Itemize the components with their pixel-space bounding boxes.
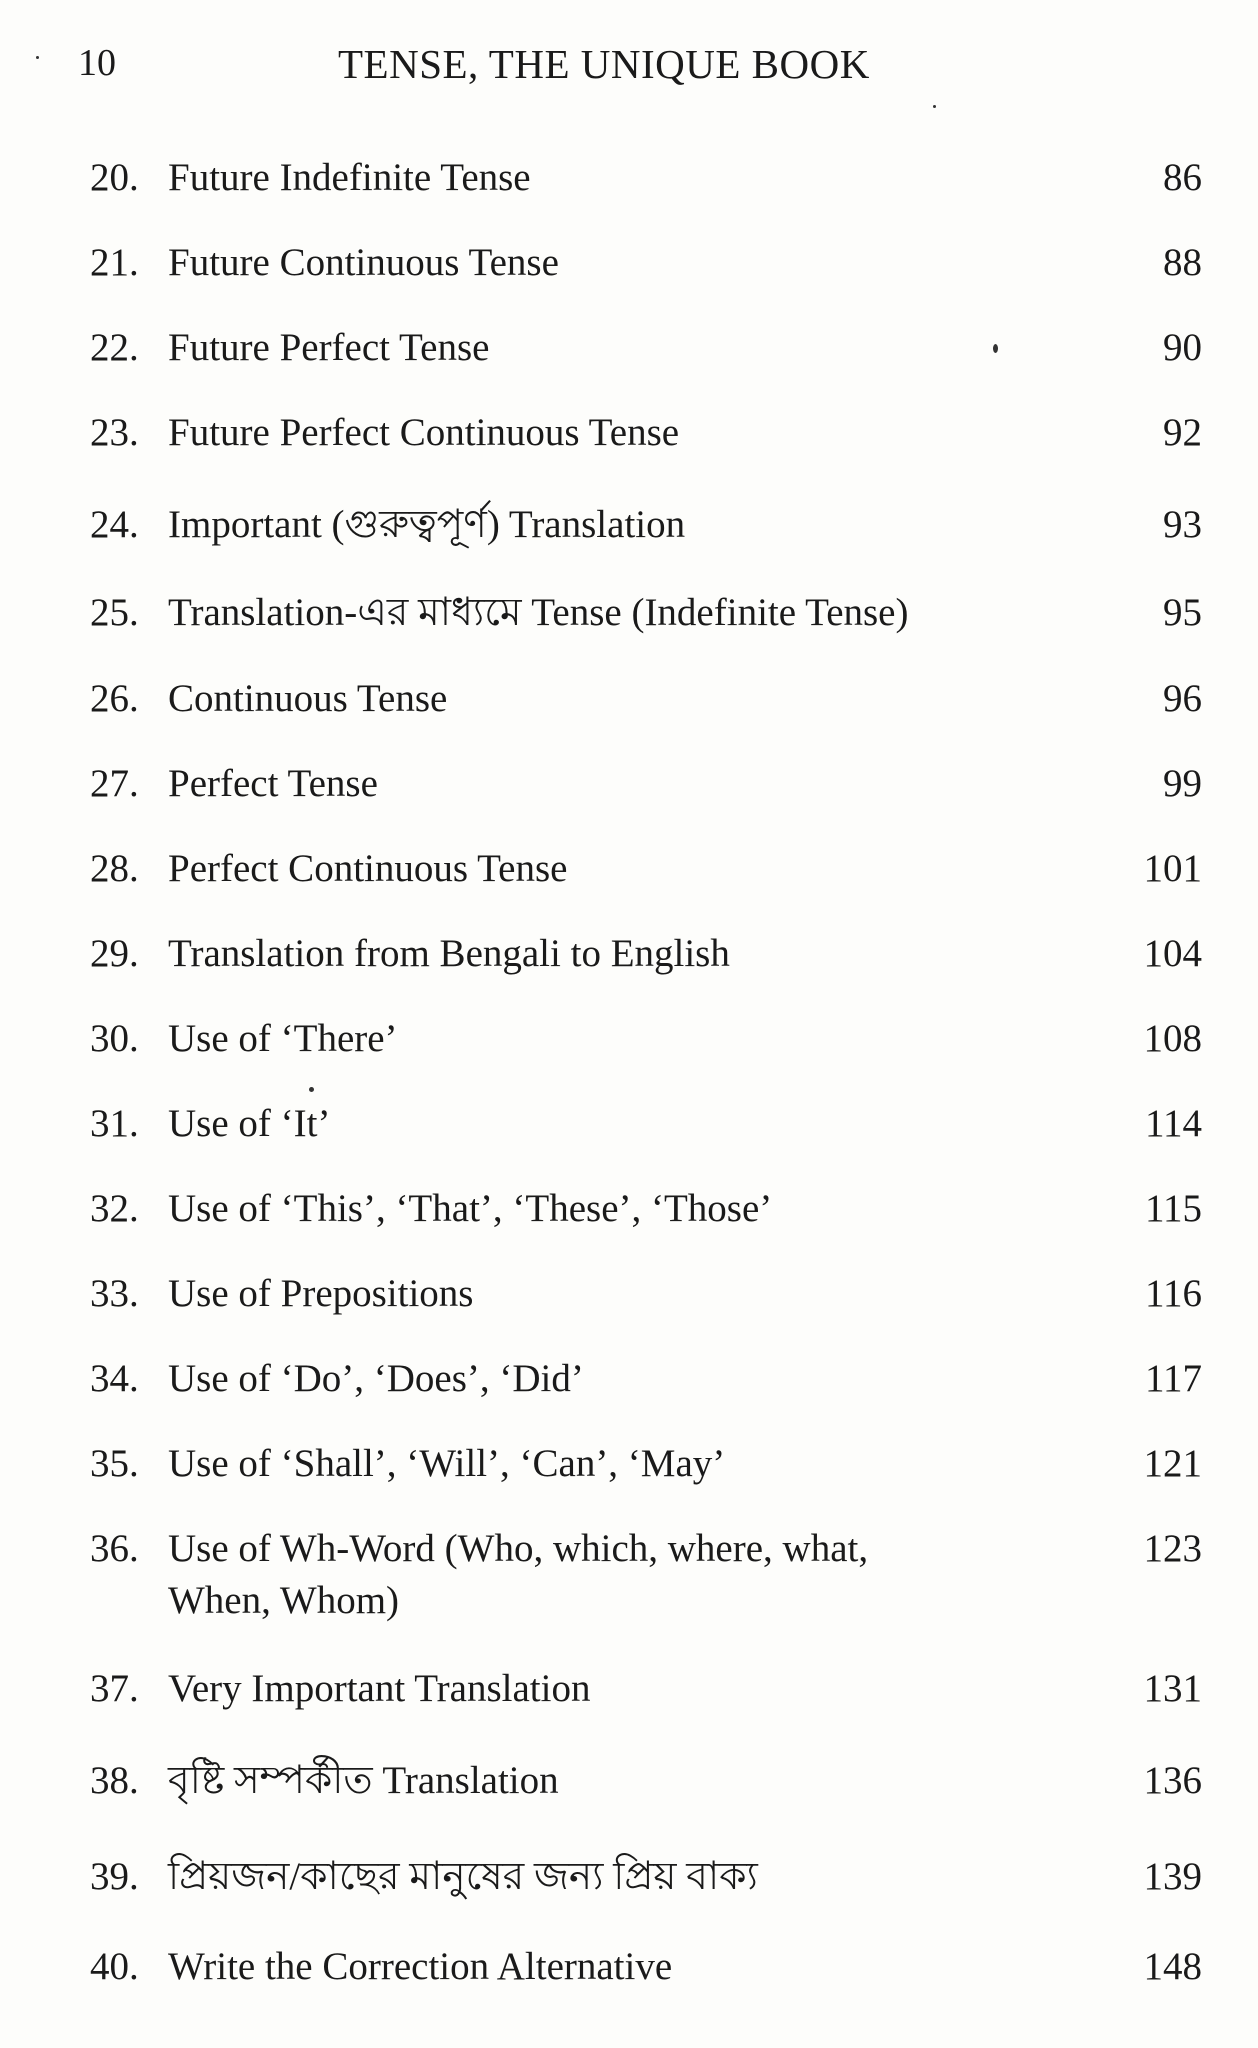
toc-entry-number: 21. [90, 241, 139, 284]
toc-entry-title: Use of Wh-Word (Who, which, where, what, When, Whom) [168, 1527, 869, 1622]
toc-entry-page: 117 [1144, 1357, 1202, 1400]
toc-entry-title: Use of ‘Shall’, ‘Will’, ‘Can’, ‘May’ [168, 1442, 726, 1485]
toc-entry-number: 24. [90, 503, 139, 546]
toc-entry-number: 35. [90, 1442, 139, 1485]
toc-entry-page: 90 [1163, 326, 1202, 369]
toc-entry-title: Use of ‘It’ [168, 1102, 331, 1145]
print-speck [309, 1087, 314, 1092]
running-title: TENSE, THE UNIQUE BOOK [338, 41, 870, 87]
toc-entry-number: 37. [90, 1667, 139, 1710]
toc-entry-page: 101 [1143, 847, 1202, 890]
toc-entry-title: বৃষ্টি সম্পর্কীত Translation [168, 1759, 559, 1802]
toc-entry-page: 95 [1163, 591, 1202, 634]
toc-entry-page: 104 [1143, 932, 1202, 975]
toc-entry-number: 20. [90, 156, 139, 199]
print-speck [36, 56, 39, 59]
toc-entry-title: Future Perfect Continuous Tense [168, 411, 680, 454]
toc-entry-page: 115 [1144, 1187, 1202, 1230]
toc-entry-page: 123 [1143, 1527, 1202, 1570]
toc-entry-title: Important (গুরুত্বপূর্ণ) Translation [168, 503, 686, 546]
toc-entry-number: 33. [90, 1272, 139, 1315]
toc-entry-page: 148 [1143, 1945, 1202, 1988]
toc-entry-title: Future Continuous Tense [168, 241, 559, 284]
toc-entry-page: 93 [1163, 503, 1202, 546]
toc-entry-number: 30. [90, 1017, 139, 1060]
toc-entry-page: 92 [1163, 411, 1202, 454]
toc-entry-page: 108 [1143, 1017, 1202, 1060]
toc-entry-title: Translation from Bengali to English [168, 932, 730, 975]
toc-entry-number: 40. [90, 1945, 139, 1988]
toc-entry-title: প্রিয়জন/কাছের মানুষের জন্য প্রিয় বাক্য [168, 1855, 758, 1898]
toc-entry-page: 116 [1144, 1272, 1202, 1315]
toc-entry-title: Write the Correction Alternative [168, 1945, 673, 1988]
page-number: 10 [78, 42, 116, 84]
toc-entry-title: Perfect Continuous Tense [168, 847, 568, 890]
toc-entry-number: 25. [90, 591, 139, 634]
toc-entry-number: 28. [90, 847, 139, 890]
toc-entry-number: 38. [90, 1759, 139, 1802]
toc-entry-title: Use of ‘This’, ‘That’, ‘These’, ‘Those’ [168, 1187, 773, 1230]
toc-entry-number: 39. [90, 1855, 139, 1898]
toc-entry-number: 29. [90, 932, 139, 975]
toc-entry-number: 34. [90, 1357, 139, 1400]
toc-entry-number: 36. [90, 1527, 139, 1570]
toc-entry-page: 131 [1143, 1667, 1202, 1710]
toc-entry-title: Translation-এর মাধ্যমে Tense (Indefinite Tense) [168, 591, 909, 634]
toc-entry-page: 88 [1163, 241, 1202, 284]
toc-entry-page: 99 [1163, 762, 1202, 805]
toc-entry-title: Use of ‘There’ [168, 1017, 398, 1060]
toc-entry-number: 26. [90, 677, 139, 720]
toc-entry-number: 32. [90, 1187, 139, 1230]
toc-entry-page: 114 [1144, 1102, 1202, 1145]
toc-entry-title: Continuous Tense [168, 677, 448, 720]
print-speck [933, 105, 936, 108]
toc-entry-number: 22. [90, 326, 139, 369]
toc-entry-page: 86 [1163, 156, 1202, 199]
toc-entry-page: 139 [1143, 1855, 1202, 1898]
toc-entry-page: 136 [1143, 1759, 1202, 1802]
toc-entry-title: Perfect Tense [168, 762, 378, 805]
toc-entry-number: 27. [90, 762, 139, 805]
print-speck [993, 344, 998, 353]
toc-entry-page: 96 [1163, 677, 1202, 720]
toc-entry-title: Use of Prepositions [168, 1272, 474, 1315]
toc-entry-title: Very Important Translation [168, 1667, 591, 1710]
toc-entry-number: 31. [90, 1102, 139, 1145]
toc-entry-page: 121 [1143, 1442, 1202, 1485]
toc-entry-number: 23. [90, 411, 139, 454]
toc-entry-title: Use of ‘Do’, ‘Does’, ‘Did’ [168, 1357, 584, 1400]
toc-entry-title: Future Perfect Tense [168, 326, 490, 369]
toc-entry-title: Future Indefinite Tense [168, 156, 531, 199]
